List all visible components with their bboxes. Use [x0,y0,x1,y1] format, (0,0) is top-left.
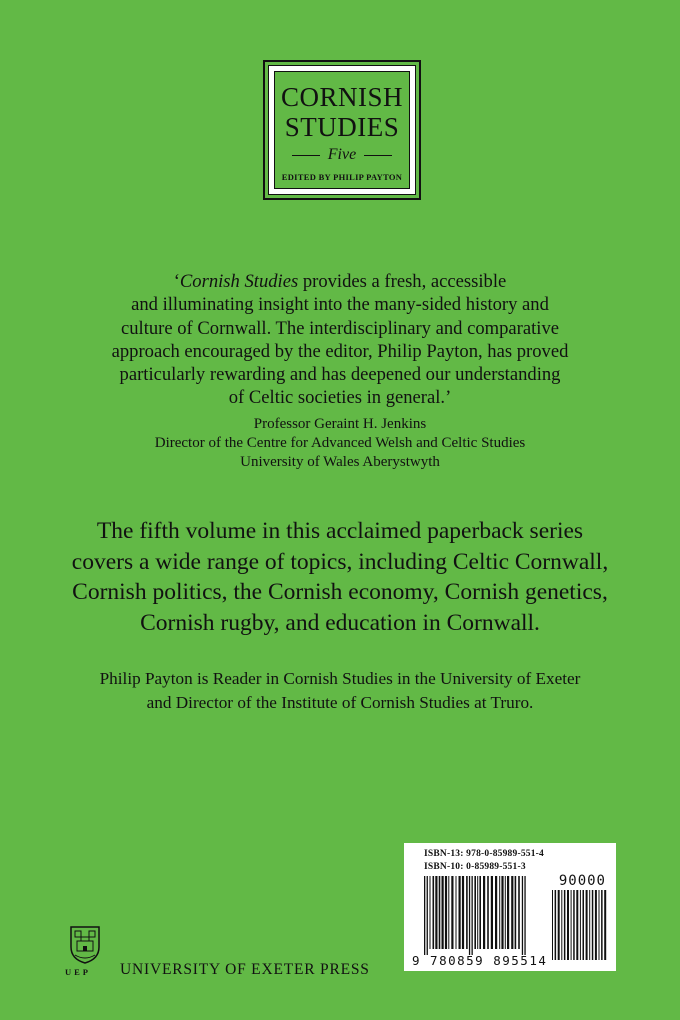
barcode-addon-bar [586,890,588,960]
barcode-bar [495,876,497,949]
barcode-bar [427,876,428,955]
barcode-bar [469,876,470,955]
barcode-addon-bar [589,890,590,960]
bio-line: and Director of the Institute of Cornish Studies at Truro. [146,693,534,712]
barcode-bar [456,876,457,949]
barcode-bar [459,876,461,949]
barcode-addon-bar [567,890,569,960]
volume-number: Five [327,146,357,163]
book-description [40,516,640,638]
barcode-addon-bar [601,890,603,960]
barcode-bar [474,876,476,949]
description-line: The fifth volume in this acclaimed paperback series [96,518,584,544]
bio-line: Philip Payton is Reader in Cornish Studies in the University of Exeter [99,669,581,688]
barcode-bar [433,876,435,949]
barcode-bar [435,876,437,949]
quote-open-mark: ‘ [173,271,180,292]
rule-left [292,155,320,156]
volume-row [275,146,409,164]
barcode-bar [487,876,489,949]
uep-logo-text: UEP [65,967,91,977]
barcode-bar [445,876,447,949]
series-title-line2: STUDIES [284,112,400,142]
attribution-affiliation: University of Wales Aberystwyth [240,454,440,470]
barcode-addon-bar [583,890,585,960]
attribution-role: Director of the Centre for Advanced Welsh and Celtic Studies [154,435,526,451]
barcode-bar [511,876,513,949]
endorsement-quote [80,270,600,410]
description-line: covers a wide range of topics, including Celtic Cornwall, [71,548,609,575]
barcode-bar [505,876,506,949]
barcode-panel [404,843,616,971]
quote-line: approach encouraged by the editor, Philip Payton, has proved [111,340,569,362]
barcode-addon-bar [561,890,562,960]
barcode-bar [466,876,468,949]
barcode-bar [515,876,517,949]
title-box-frame [268,65,416,195]
quote-line: and illuminating insight into the many-sided history and [131,294,549,316]
quote-italic-title: Cornish Studies [179,271,299,292]
barcode-addon-bar [555,890,557,960]
barcode-bar [477,876,478,949]
quote-line: culture of Cornwall. The interdisciplinary and comparative [120,317,559,339]
barcode-addon-bar [576,890,578,960]
rule-right [364,155,392,156]
quote-line [80,270,600,293]
ean-digits: 9 780859 895514 [412,953,548,968]
barcode-bar [491,876,493,949]
attribution-author: Professor Geraint H. Jenkins [253,416,427,432]
description-line: Cornish politics, the Cornish economy, Cornish genetics, [72,579,608,605]
barcode-bar [507,876,509,949]
barcode-bar [501,876,503,949]
barcode-bar [430,876,431,949]
barcode-bar [442,876,444,949]
barcode-bar [499,876,500,949]
barcode-addon-bar [571,890,572,960]
barcode-addon-bar [599,890,600,960]
barcode-addon-bar [552,890,553,960]
barcode-addon-bar [580,890,581,960]
barcode-addon-bar [558,890,560,960]
barcode-bar [451,876,453,949]
barcode-bar [448,876,449,949]
isbn13-text: ISBN-13: 978-0-85989-551-4 [424,849,544,859]
barcode-bar [524,876,525,955]
isbn10-text: ISBN-10: 0-85989-551-3 [424,862,526,872]
quote-line: of Celtic societies in general.’ [228,387,452,409]
barcode-bar [439,876,441,949]
barcode-bar [424,876,425,955]
barcode-addon-bar [564,890,566,960]
series-title-box [263,60,421,200]
publisher-name: UNIVERSITY OF EXETER PRESS [120,961,370,978]
barcode-bar [479,876,481,949]
quote-line-text: provides a fresh, accessible [298,271,507,292]
editor-bio [40,667,640,715]
quote-line: particularly rewarding and has deepened our understanding [119,364,561,386]
uep-crest-icon [67,925,103,965]
series-title-line1: CORNISH [280,82,404,112]
barcode-addon-bar [573,890,575,960]
barcode-bar [472,876,473,955]
price-code: 90000 [558,873,606,889]
editor-credit: EDITED BY PHILIP PAYTON [281,172,403,182]
title-box-panel [274,71,410,189]
barcode-bar [483,876,485,949]
barcode-bar [522,876,523,955]
barcode-addon-bar [604,890,606,960]
barcode-addon-bar [592,890,594,960]
barcode-bar [518,876,520,949]
barcode-bar [462,876,464,949]
barcode-addon-bar [595,890,597,960]
description-line: Cornish rugby, and education in Cornwall. [140,609,540,636]
quote-attribution [80,415,600,472]
